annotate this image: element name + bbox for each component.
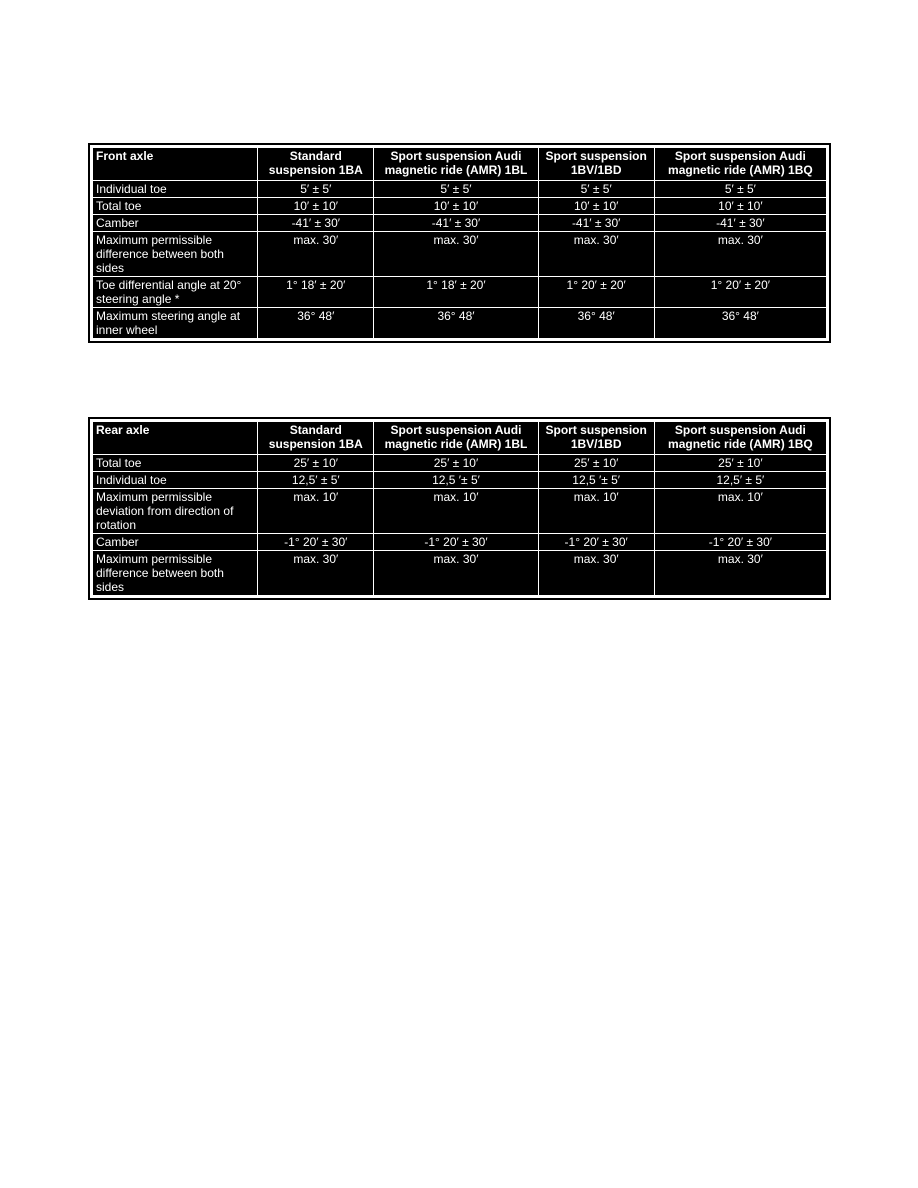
row-label: Individual toe — [92, 181, 258, 198]
table-cell: max. 30′ — [654, 232, 827, 277]
header-cell: Sport suspension 1BV/1BD — [538, 421, 654, 455]
table-row — [92, 198, 828, 215]
header-cell: Sport suspension Audi magnetic ride (AMR) 1BL — [374, 421, 538, 455]
table-row — [92, 277, 828, 308]
header-cell: Sport suspension 1BV/1BD — [538, 147, 654, 181]
table-header-row — [92, 421, 828, 455]
table-cell: max. 30′ — [374, 232, 538, 277]
rear-axle-table — [90, 419, 829, 598]
row-label: Maximum permissible deviation from direction of rotation — [92, 489, 258, 534]
table-row — [92, 489, 828, 534]
table-row — [92, 455, 828, 472]
row-label: Camber — [92, 534, 258, 551]
table-cell: 5′ ± 5′ — [654, 181, 827, 198]
table-cell: 12,5 ′± 5′ — [374, 472, 538, 489]
table-cell: 36° 48′ — [374, 308, 538, 340]
table-cell: -41′ ± 30′ — [258, 215, 374, 232]
table-cell: -41′ ± 30′ — [374, 215, 538, 232]
header-cell: Sport suspension Audi magnetic ride (AMR) 1BL — [374, 147, 538, 181]
header-cell: Sport suspension Audi magnetic ride (AMR) 1BQ — [654, 421, 827, 455]
table-cell: 12,5 ′± 5′ — [538, 472, 654, 489]
header-cell: Rear axle — [92, 421, 258, 455]
header-cell: Front axle — [92, 147, 258, 181]
table-cell: 12,5′ ± 5′ — [654, 472, 827, 489]
table-cell: 1° 20′ ± 20′ — [654, 277, 827, 308]
row-label: Individual toe — [92, 472, 258, 489]
table-row — [92, 232, 828, 277]
table-cell: 5′ ± 5′ — [374, 181, 538, 198]
table-cell: max. 10′ — [258, 489, 374, 534]
table-cell: max. 10′ — [654, 489, 827, 534]
table-cell: max. 30′ — [374, 551, 538, 597]
table-cell: 5′ ± 5′ — [538, 181, 654, 198]
front-axle-table — [90, 145, 829, 341]
table-row — [92, 551, 828, 597]
table-cell: 12,5′ ± 5′ — [258, 472, 374, 489]
row-label: Maximum permissible difference between both sides — [92, 551, 258, 597]
table-cell: 5′ ± 5′ — [258, 181, 374, 198]
table-row — [92, 472, 828, 489]
table-cell: -41′ ± 30′ — [654, 215, 827, 232]
table-cell: -1° 20′ ± 30′ — [538, 534, 654, 551]
table-row — [92, 308, 828, 340]
row-label: Maximum permissible difference between both sides — [92, 232, 258, 277]
table-row — [92, 534, 828, 551]
table-cell: -1° 20′ ± 30′ — [258, 534, 374, 551]
table-cell: 10′ ± 10′ — [654, 198, 827, 215]
table-cell: 25′ ± 10′ — [374, 455, 538, 472]
table-cell: -41′ ± 30′ — [538, 215, 654, 232]
header-cell: Standard suspension 1BA — [258, 421, 374, 455]
table-cell: 1° 18′ ± 20′ — [374, 277, 538, 308]
table-cell: max. 10′ — [538, 489, 654, 534]
table-cell: 25′ ± 10′ — [654, 455, 827, 472]
table-cell: 1° 20′ ± 20′ — [538, 277, 654, 308]
table-cell: 36° 48′ — [258, 308, 374, 340]
table-cell: 10′ ± 10′ — [258, 198, 374, 215]
table-cell: 10′ ± 10′ — [374, 198, 538, 215]
table-cell: 36° 48′ — [654, 308, 827, 340]
table-cell: max. 30′ — [258, 232, 374, 277]
header-cell: Standard suspension 1BA — [258, 147, 374, 181]
table-cell: 25′ ± 10′ — [258, 455, 374, 472]
row-label: Camber — [92, 215, 258, 232]
row-label: Maximum steering angle at inner wheel — [92, 308, 258, 340]
row-label: Total toe — [92, 455, 258, 472]
row-label: Total toe — [92, 198, 258, 215]
header-cell: Sport suspension Audi magnetic ride (AMR) 1BQ — [654, 147, 827, 181]
table-cell: max. 30′ — [538, 551, 654, 597]
table-row — [92, 215, 828, 232]
row-label: Toe differential angle at 20° steering angle * — [92, 277, 258, 308]
table-cell: max. 30′ — [258, 551, 374, 597]
table-cell: max. 30′ — [654, 551, 827, 597]
table-cell: 25′ ± 10′ — [538, 455, 654, 472]
table-row — [92, 181, 828, 198]
table-cell: 1° 18′ ± 20′ — [258, 277, 374, 308]
table-header-row — [92, 147, 828, 181]
table-cell: -1° 20′ ± 30′ — [654, 534, 827, 551]
table-cell: max. 30′ — [538, 232, 654, 277]
table-cell: 10′ ± 10′ — [538, 198, 654, 215]
table-cell: 36° 48′ — [538, 308, 654, 340]
table-cell: -1° 20′ ± 30′ — [374, 534, 538, 551]
table-cell: max. 10′ — [374, 489, 538, 534]
